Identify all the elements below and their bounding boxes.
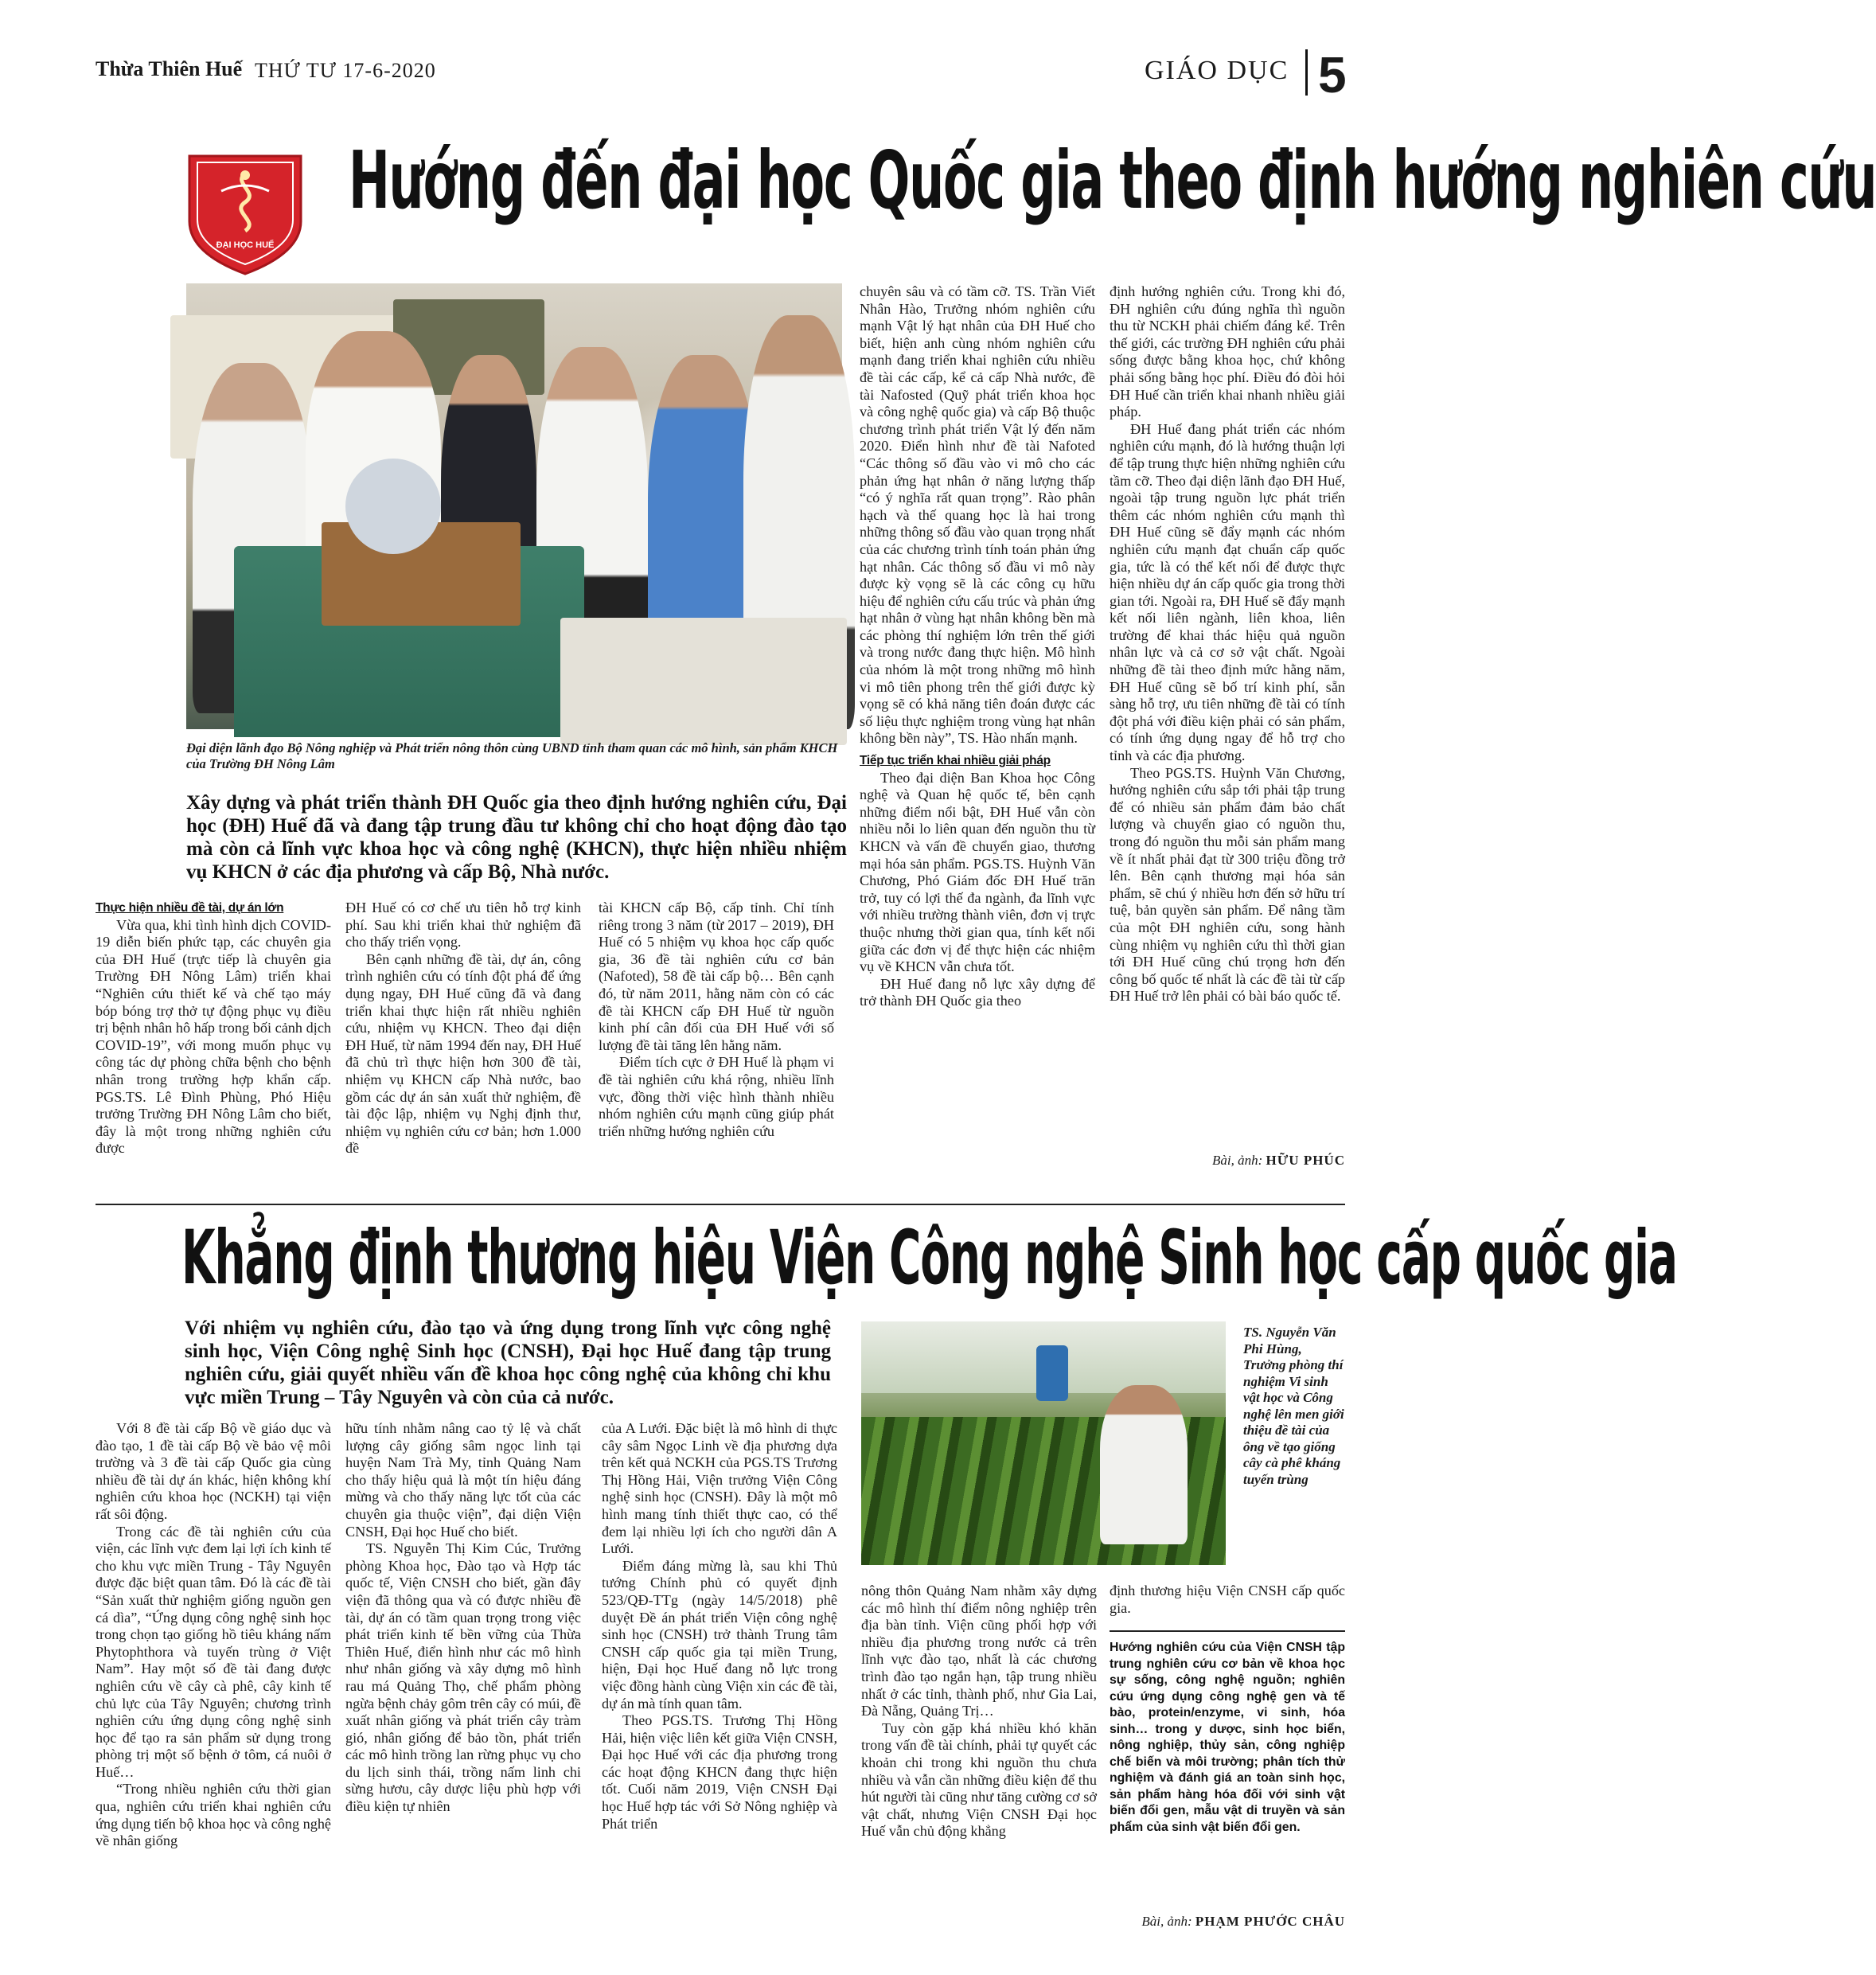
logo-text: ĐẠI HỌC HUẾ (216, 240, 275, 250)
byline-name: HỮU PHÚC (1266, 1153, 1345, 1168)
byline-name: PHẠM PHƯỚC CHÂU (1195, 1914, 1345, 1929)
article1-column-1 (96, 900, 331, 1197)
article1-photo (186, 283, 842, 729)
article2-box-note: Hướng nghiên cứu của Viện CNSH tập trung nghiên cứu cơ bản về khoa học sự sống, công nghệ nguồn; nghiên cứu ứng dụng công nghệ gen và tế bào, protein/enzyme, vi sinh, hóa sinh… trong y dược, sinh học biển, nông nghiệp, thủy sản, công nghiệp chế biến và môi trường; phân tích thử nghiệm và đánh giá an toàn sinh học, sản phẩm hàng hóa đối với sinh vật biến đổi gen, mẫu vật di truyền và sản phẩm của sinh vật biến đổi gen. (1110, 1641, 1345, 1834)
article2-paragraph: định thương hiệu Viện CNSH cấp quốc gia. (1110, 1583, 1345, 1616)
article2-photo-caption: TS. Nguyễn Văn Phi Hùng, Trưởng phòng thí nghiệm Vi sinh vật học và Công nghệ lên men giới thiệu đề tài của ông về tạo giống cây cà phê kháng tuyến trùng (1243, 1325, 1344, 1487)
article2-headline: Khẳng định thương hiệu Viện Công nghệ Sinh học cấp quốc gia (181, 1215, 1677, 1302)
article2-paragraph: Với 8 đề tài cấp Bộ về giáo dục và đào tạo, 1 đề tài cấp Bộ về bảo vệ môi trường và 3 đề tài cấp Quốc gia cùng nhiều đề tài dự án khác, hiện không khí nghiên cứu khoa học (NCKH) tại viện rất sôi động. (96, 1420, 331, 1522)
header-divider (1305, 49, 1308, 96)
article2-sapo: Với nhiệm vụ nghiên cứu, đào tạo và ứng dụng trong lĩnh vực công nghệ sinh học, Viện Công nghệ Sinh học (CNSH), Đại học Huế đang tập trung nghiên cứu, giải quyết nhiều vấn đề khoa học công nghệ của không chỉ khu vực miền Trung – Tây Nguyên và còn của cả nước. (185, 1317, 831, 1408)
article1-photo-caption: Đại diện lãnh đạo Bộ Nông nghiệp và Phát triển nông thôn cùng UBND tỉnh tham quan các mô hình, sản phẩm KHCH của Trường ĐH Nông Lâm (186, 740, 838, 771)
article1-paragraph: tài KHCN cấp Bộ, cấp tỉnh. Chỉ tính riêng trong 3 năm (từ 2017 – 2019), ĐH Huế có 5 nhiệm vụ khoa học cấp quốc gia, 36 đề tài nghiên cứu cơ bản (Nafoted), 58 đề tài cấp bộ… Bên cạnh đó, từ năm 2011, hằng năm còn có các đề tài KHCN cấp ĐH Huế từ nguồn kinh phí cân đối của ĐH Huế với số lượng đề tài tăng lên hằng năm. (599, 900, 834, 1053)
article2-column-3 (602, 1420, 837, 1931)
article2-column-1 (96, 1420, 331, 1931)
box-rule-top (1110, 1630, 1345, 1632)
article2-paragraph: Điểm đáng mừng là, sau khi Thủ tướng Chính phủ có quyết định 523/QĐ-TTg (ngày 14/5/2018) phê duyệt Đề án phát triển Viện công nghệ sinh học (CNSH) trở thành Trung tâm CNSH cấp quốc gia tại miền Trung, hiện, Đại học Huế đang nỗ lực trong việc đồng hành cùng Viện xin các đề tài, dự án mà tính quan tâm. (602, 1557, 837, 1712)
article2-paragraph: hữu tính nhằm nâng cao tỷ lệ và chất lượng cây giống sâm ngọc linh tại huyện Nam Trà My, tỉnh Quảng Nam cho thấy hiệu quả là một tín hiệu đáng mừng và cho thấy năng lực tốt của các chuyên gia thuộc viện”, đại diện Viện CNSH, Đại học Huế cho biết. (345, 1420, 581, 1540)
newspaper-name: Thừa Thiên Huế (96, 57, 243, 80)
article1-column-4 (860, 283, 1095, 1199)
byline-label: Bài, ảnh: (1212, 1153, 1263, 1168)
article1-paragraph: Vừa qua, khi tình hình dịch COVID-19 diễn biến phức tạp, các chuyên gia của ĐH Huế (trực tiếp là chuyên gia Trường ĐH Nông Lâm) triển khai “Nghiên cứu thiết kế và chế tạo máy bóp bóng trợ thở tự động phục vụ điều trị bệnh nhân hô hấp trong bối cảnh dịch COVID-19”, với mong muốn phục vụ công tác dự phòng chữa bệnh cho bệnh nhân trong trường hợp khẩn cấp. PGS.TS. Lê Đình Phùng, Phó Hiệu trưởng Trường ĐH Nông Lâm cho biết, đây là một trong những nghiên cứu được (96, 916, 331, 1157)
issue-date: THỨ TƯ 17-6-2020 (255, 59, 436, 82)
article2-paragraph: của A Lưới. Đặc biệt là mô hình di thực cây sâm Ngọc Linh về địa phương dựa trên kết quả NCKH của PGS.TS Trương Thị Hồng Hải, Viện trưởng Viện Công nghệ sinh học (CNSH). Đây là một mô hình mang tính thiết thực cao, có thể đem lại nhiều lợi ích cho người dân A Lưới. (602, 1420, 837, 1557)
page-number: 5 (1318, 46, 1347, 103)
article1-paragraph: định hướng nghiên cứu. Trong khi đó, ĐH nghiên cứu đúng nghĩa thì nguồn thu từ NCKH phải chiếm đáng kể. Trên thế giới, các trường ĐH nghiên cứu phải sống được bằng khoa học, chứ không phải sống bằng học phí. Điều đó đòi hỏi ĐH Huế cần triển khai nhanh nhiều giải pháp. (1110, 283, 1345, 420)
article1-paragraph: ĐH Huế đang nỗ lực xây dựng để trở thành ĐH Quốc gia theo (860, 975, 1095, 1009)
article2-paragraph: Theo PGS.TS. Trương Thị Hồng Hải, hiện việc liên kết giữa Viện CNSH, Đại học Huế với các địa phương trong các hoạt động KHCN đang thực hiện tốt. Cuối năm 2019, Viện CNSH Đại học Huế hợp tác với Sở Nông nghiệp và Phát triển (602, 1712, 837, 1832)
article1-paragraph: chuyên sâu và có tầm cỡ. TS. Trần Viết Nhân Hào, Trưởng nhóm nghiên cứu mạnh Vật lý hạt nhân của ĐH Huế cho biết, hiện anh cùng nhóm nghiên cứu mạnh đang triển khai nghiên cứu nhiều đề tài các cấp, kể cả cấp Nhà nước, đề tài Nafosted (Quỹ phát triển khoa học và công nghệ quốc gia) và cấp Bộ thuộc chương trình phát triển Vật lý đến năm 2020. Điển hình như đề tài Nafoted “Các thông số đầu vào vi mô cho các phản ứng hạt nhân ở năng lượng thấp “có ý nghĩa rất quan trọng”. Rào phân hạch và thế quang học là hai trong những thông số đầu vào quan trọng nhất của các chương trình tính toán phản ứng hạt nhân. Các thông số đầu vi mô này được kỳ vọng sẽ là các công cụ hữu hiệu để nghiên cứu cấu trúc và phản ứng hạt nhân ở vùng hạt nhân không bền mà các phòng thí nghiệm lớn trên thế giới và trong nước đang thực hiện. Mô hình của nhóm là một trong những mô hình vi mô tiên phong trên thế giới được kỳ vọng sẽ có khả năng tiên đoán được các số liệu thực nghiệm trong vùng hạt nhân không bền này”, TS. Hào nhấn mạnh. (860, 283, 1095, 747)
article1-paragraph: Theo đại diện Ban Khoa học Công nghệ và Quan hệ quốc tế, bên cạnh những điểm nổi bật, ĐH Huế vẫn còn nhiều nỗi lo liên quan đến nguồn thu từ KHCN và vấn đề chuyển giao, thương mại hóa sản phẩm. PGS.TS. Huỳnh Văn Chương, Phó Giám đốc ĐH Huế trăn trở, tuy có lợi thế đa ngành, đa lĩnh vực với nhiều trường thành viên, đơn vị trực thuộc nhưng thời gian qua, tính kết nối giữa các đơn vị để thực hiện các nhiệm vụ về KHCN vẫn chưa tốt. (860, 769, 1095, 975)
article1-byline (1110, 1153, 1345, 1169)
article1-subhead-2: Tiếp tục triển khai nhiều giải pháp (860, 754, 1051, 768)
article2-paragraph: Trong các đề tài nghiên cứu của viện, các lĩnh vực đem lại lợi ích kinh tế cho khu vực miền Trung - Tây Nguyên được đặc biệt quan tâm. Đó là các đề tài “Sản xuất thử nghiệm giống nguồn gen cá dìa”, “Ứng dụng công nghệ sinh học trong chọn tạo giống hồ tiêu kháng nấm Phytophthora và tuyến trùng ở Việt Nam”. Hay một số đề tài đang được nghiên cứu về cây cà phê, cây kinh tế chủ lực của Tây Nguyên; chương trình nghiên cứu ứng dụng công nghệ sinh học để tạo ra sản phẩm sử dụng trong phòng trị một số bệnh ở tôm, cá nuôi ở Huế… (96, 1523, 331, 1780)
article2-paragraph: TS. Nguyễn Thị Kim Cúc, Trưởng phòng Khoa học, Đào tạo và Hợp tác quốc tế, Viện CNSH cho biết, gần đây viện đã thông qua và có được nhiều đề tài, dự án có tầm quan trọng trong việc phát triển kinh tế bền vững của Thừa Thiên Huế, điển hình như các mô hình như nhân giống và xây dựng mô hình rau má Quảng Thọ, chế phẩm phòng ngừa bệnh chảy gôm trên cây có múi, đề xuất nhân giống và phát triển cây tràm gió, nhân giống để bảo tồn, phát triển các mô hình trồng lan rừng phục vụ cho du lịch sinh thái, trồng nấm linh chi sừng hươu, cây dược liệu phù hợp với điều kiện tự nhiên (345, 1540, 581, 1815)
article2-photo (861, 1321, 1226, 1565)
article1-column-2 (345, 900, 581, 1197)
article1-paragraph: Theo PGS.TS. Huỳnh Văn Chương, hướng nghiên cứu sắp tới phải tập trung để có nhiều sản phẩm đảm bảo chất lượng và chuyển giao có nguồn thu, trong đó nguồn thu mỗi sản phẩm mang về ít nhất phải đạt từ 300 triệu đồng trở lên. Bên cạnh thương mại hóa sản phẩm, sẽ chú ý nhiều hơn đến sở hữu trí tuệ, bản quyền sản phẩm. Để nâng tầm của một ĐH nghiên cứu, song hành cùng nhiệm vụ nghiên cứu thì thời gian tới ĐH Huế cũng chú trọng hơn đến công bố quốc tế nhất là các đề tài từ cấp ĐH Huế trở lên phải có bài báo quốc tế. (1110, 764, 1345, 1005)
article1-sapo: Xây dựng và phát triển thành ĐH Quốc gia theo định hướng nghiên cứu, Đại học (ĐH) Huế đã và đang tập trung đầu tư không chỉ cho hoạt động đào tạo mà còn cả lĩnh vực khoa học và công nghệ (KHCN), thực hiện nhiều nhiệm vụ KHCN ở các địa phương và cấp Bộ, Nhà nước. (186, 792, 847, 883)
article1-headline: Hướng đến đại học Quốc gia theo định hướng nghiên cứu (349, 134, 1876, 227)
article2-column-2 (345, 1420, 581, 1931)
article2-paragraph: Tuy còn gặp khá nhiều khó khăn trong vấn đề tài chính, phải tự quyết các khoản chi trong khi nguồn thu chưa nhiều và vẫn cần những điều kiện để thu hút người tài cũng như tăng cường cơ sở vật chất, nhưng Viện CNSH Đại học Huế vẫn chủ động khẳng (861, 1719, 1097, 1840)
article2-byline (1059, 1914, 1345, 1930)
article1-paragraph: Bên cạnh những đề tài, dự án, công trình nghiên cứu có tính đột phá để ứng dụng ngay, ĐH Huế cũng đã và đang triển khai thực hiện rất nhiều nghiên cứu, nhiệm vụ KHCN. Theo đại diện ĐH Huế, từ năm 1994 đến nay, ĐH Huế đã chủ trì thực hiện hơn 300 đề tài, nhiệm vụ KHCN cấp Nhà nước, bao gồm các dự án sản xuất thử nghiệm, đề tài độc lập, nhiệm vụ Nghị định thư, nhiệm vụ nghiên cứu cơ bản; hơn 1.000 đề (345, 950, 581, 1157)
article2-paragraph: nông thôn Quảng Nam nhằm xây dựng các mô hình thí điểm nông nghiệp trên địa bàn tỉnh. Viện cũng phối hợp với nhiều địa phương trong nước cả trên lĩnh vực đào tạo, nhất là các chương trình đào tạo ngắn hạn, tập trung nhiều nhất ở các tỉnh, thành phố, như Gia Lai, Đà Nẵng, Quảng Trị… (861, 1583, 1097, 1719)
university-logo (185, 151, 306, 277)
article2-column-5 (1110, 1583, 1345, 1621)
article1-paragraph: ĐH Huế đang phát triển các nhóm nghiên cứu mạnh, đó là hướng thuận lợi để tập trung thực hiện những nghiên cứu tầm cỡ. Theo đại diện lãnh đạo ĐH Huế, ngoài tập trung nguồn lực phát triển thêm các nhóm nghiên cứu mạnh thì ĐH Huế cũng sẽ đẩy mạnh các nhóm nghiên cứu mạnh đạt chuẩn cấp quốc gia, tức là có thể kết nối để được thực hiện nhiều dự án cấp quốc gia trong thời gian tới. Ngoài ra, ĐH Huế sẽ đẩy mạnh kết nối liên ngành, liên khoa, liên trường để khai thác hiệu quả nguồn nhân lực và cả cơ sở vật chất. Ngoài những đề tài theo định mức hằng năm, ĐH Huế cũng sẽ bố trí kinh phí, sẵn sàng hỗ trợ, ưu tiên những đề tài có tính đột phá với điều kiện phải có sản phẩm, có tính ứng dụng ngay để hỗ trợ cho tỉnh và các địa phương. (1110, 420, 1345, 764)
article1-column-3 (599, 900, 834, 1197)
article1-column-5 (1110, 283, 1345, 1151)
article1-paragraph: ĐH Huế có cơ chế ưu tiên hỗ trợ kinh phí. Sau khi triển khai thử nghiệm đã cho thấy triển vọng. (345, 900, 581, 950)
article1-paragraph: Điểm tích cực ở ĐH Huế là phạm vi đề tài nghiên cứu khá rộng, nhiều lĩnh vực, đồng thời việc hình thành nhiều nhóm nghiên cứu mạnh cũng giúp phát triển những hướng nghiên cứu (599, 1054, 834, 1139)
article1-subhead-1: Thực hiện nhiều đề tài, dự án lớn (96, 901, 284, 915)
article-divider (96, 1204, 1345, 1205)
byline-label: Bài, ảnh: (1141, 1914, 1192, 1929)
article2-column-4 (861, 1583, 1097, 1933)
article2-paragraph: “Trong nhiều nghiên cứu thời gian qua, nghiên cứu triển khai nghiên cứu ứng dụng tiến bộ khoa học và công nghệ về nhân giống (96, 1781, 331, 1849)
section-title: GIÁO DỤC (1145, 56, 1289, 85)
